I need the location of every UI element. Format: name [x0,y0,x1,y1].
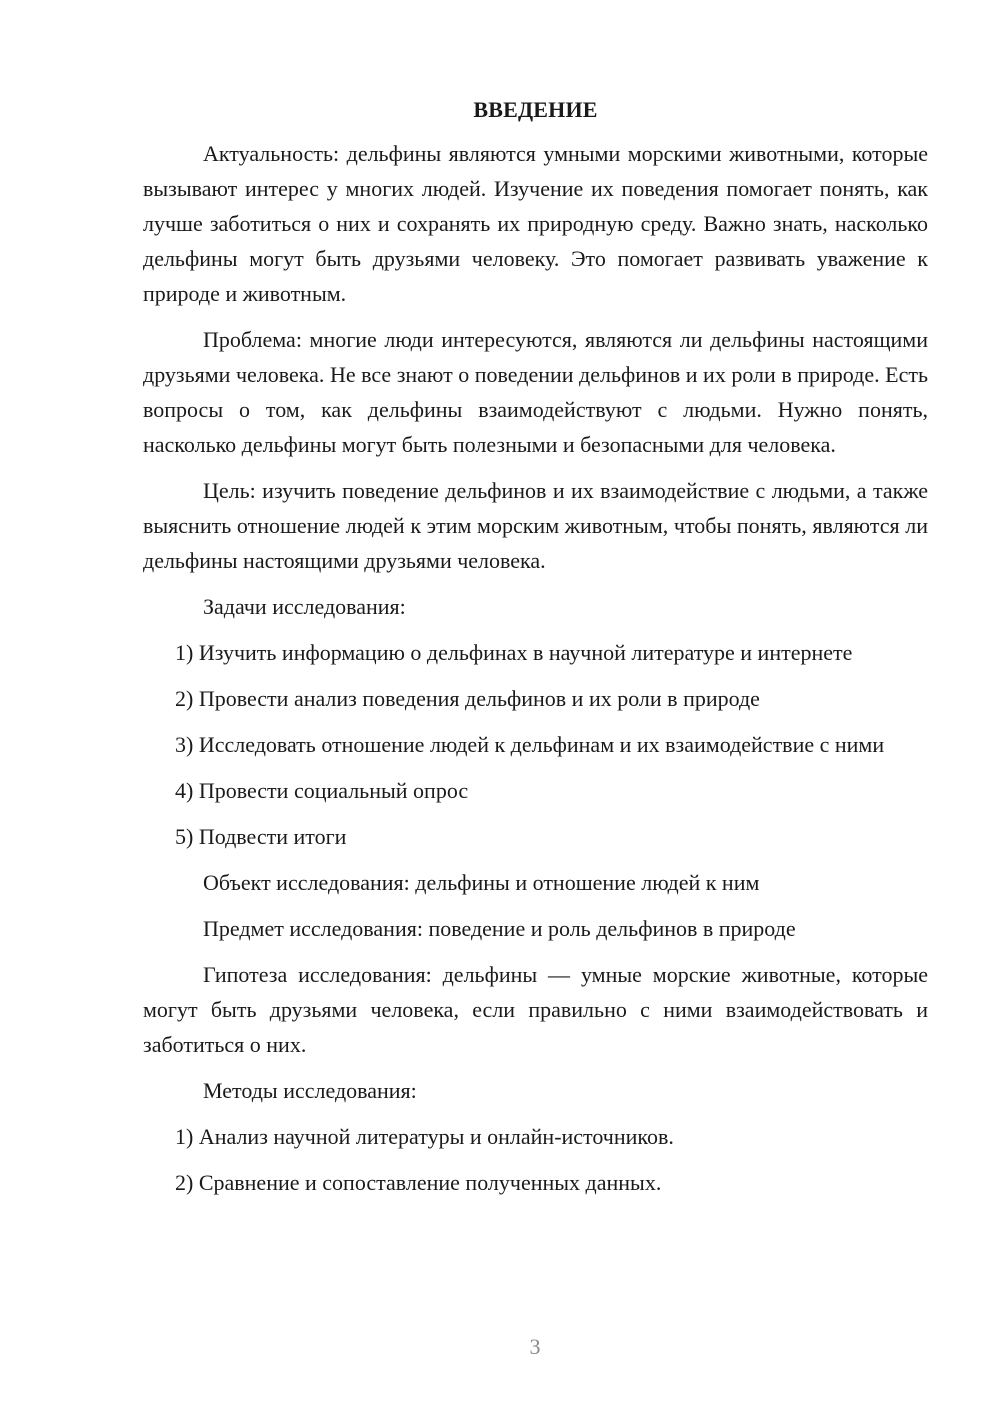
paragraph-object: Объект исследования: дельфины и отношение людей к ним [203,870,760,895]
section-title: ВВЕДЕНИЕ [473,97,598,122]
paragraph-problem: Проблема: многие люди интересуются, являются ли дельфины настоящими друзьями человека. Не все знают о поведении дельфинов и их роли в природе. Есть вопросы о том, как дельфины взаимодействуют с людьми. Нужно понять, насколько дельфины могут быть полезными и безопасными для человека. [143,327,928,457]
task-item-5: 5) Подвести итоги [175,824,347,849]
task-item-1: 1) Изучить информацию о дельфинах в научной литературе и интернете [175,640,853,665]
document-body [143,95,928,1211]
page-number: 3 [529,1334,541,1359]
method-item-1: 1) Анализ научной литературы и онлайн-источников. [175,1124,674,1149]
task-item-2: 2) Провести анализ поведения дельфинов и их роли в природе [175,686,760,711]
paragraph-relevance: Актуальность: дельфины являются умными морскими животными, которые вызывают интерес у многих людей. Изучение их поведения помогает понять, как лучше заботиться о них и сохранять их природную среду. Важно знать, насколько дельфины могут быть друзьями человеку. Это помогает развивать уважение к природе и животным. [143,141,928,306]
task-item-3: 3) Исследовать отношение людей к дельфинам и их взаимодействие с ними [175,732,885,757]
methods-heading: Методы исследования: [203,1078,417,1103]
tasks-heading: Задачи исследования: [203,594,406,619]
paragraph-hypothesis: Гипотеза исследования: дельфины — умные морские животные, которые могут быть друзьями человека, если правильно с ними взаимодействовать и заботиться о них. [143,962,928,1057]
paragraph-subject: Предмет исследования: поведение и роль дельфинов в природе [203,916,796,941]
paragraph-goal: Цель: изучить поведение дельфинов и их взаимодействие с людьми, а также выяснить отношение людей к этим морским животным, чтобы понять, являются ли дельфины настоящими друзьями человека. [143,478,928,573]
method-item-2: 2) Сравнение и сопоставление полученных данных. [175,1170,662,1195]
task-item-4: 4) Провести социальный опрос [175,778,469,803]
